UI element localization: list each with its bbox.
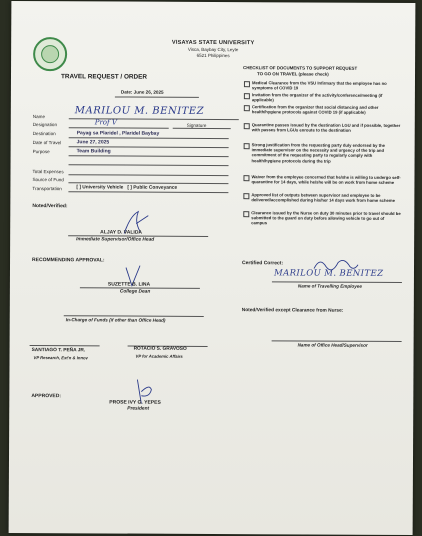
name-label: Name bbox=[32, 114, 46, 120]
vp-research-name: SANTIAGO T. PEÑA JR. bbox=[31, 348, 86, 354]
total-expenses-label: Total Expenses bbox=[32, 169, 64, 175]
form-title: TRAVEL REQUEST / ORDER bbox=[60, 73, 148, 81]
checkbox[interactable] bbox=[244, 105, 250, 111]
supervisor-role: Immediate Supervisor/Office Head bbox=[76, 237, 155, 243]
checkbox[interactable] bbox=[244, 123, 250, 129]
checkbox[interactable] bbox=[243, 175, 249, 181]
destination-label: Destination bbox=[32, 131, 56, 137]
public-conveyance-option: Public Conveyance bbox=[133, 185, 178, 191]
vp-academic-name: ROTACIO S. GRAVOSO bbox=[133, 346, 187, 352]
checklist-title-1: CHECKLIST OF DOCUMENTS TO SUPPORT REQUEST bbox=[243, 65, 358, 71]
checklist-title-2: TO GO ON TRAVEL (please check) bbox=[257, 71, 329, 77]
noted-verified-label: Noted/Verified: bbox=[32, 203, 68, 210]
checklist-item-medical-clearance[interactable]: Medical Clearance from the VSU Infirmary that the employee has no symptoms of COVID 19 bbox=[244, 80, 402, 93]
approved-label: APPROVED: bbox=[31, 393, 62, 400]
employee-role: Name of Travelling Employee bbox=[297, 283, 362, 289]
president-role: President bbox=[127, 406, 150, 412]
address-line-1: Visca, Baybay City, Leyte bbox=[187, 46, 239, 53]
dean-role: College Dean bbox=[119, 289, 151, 295]
checklist-item-quarantine-passes[interactable]: Quarantine passes issued by the destination LGU and if possible, together with passes from LGUs enroute to the destination bbox=[244, 122, 402, 141]
request-date: Date: June 26, 2025 bbox=[120, 89, 164, 95]
vp-research-role: VP Research, Ext'n & Innov bbox=[33, 355, 88, 361]
destination-value: Payag sa Plaridel , Plaridel Baybay bbox=[76, 130, 160, 137]
checklist-item-justification[interactable]: Strong justification from the requesting party duly endorsed by the immediate supervisor on the necessity and urgency of the trip and commitment of the requesting party to regularly comply with health/hygiene protocols during the trip bbox=[244, 142, 402, 173]
recommending-approval-label: RECOMMENDING APPROVAL: bbox=[32, 257, 105, 264]
transportation-label: Transportation bbox=[32, 186, 62, 192]
checklist-item-certification[interactable]: Certification from the organizer that social distancing and other health/hygiene protocols against COVID 19 (if applicable) bbox=[244, 104, 402, 123]
signature-label: Signature bbox=[186, 122, 207, 128]
university-name: VISAYAS STATE UNIVERSITY bbox=[171, 39, 255, 47]
source-of-fund-label: Source of Fund bbox=[32, 177, 64, 183]
dean-name: SUZETTE B. LINA bbox=[107, 281, 151, 288]
transportation-options: [ ] University Vehicle [ ] Public Conveyance bbox=[76, 185, 178, 191]
address-line-2: 6521 Philippines bbox=[196, 52, 230, 59]
supervisor-name: ALJAY D. VALIDA bbox=[100, 229, 143, 236]
checklist-item-waiver[interactable]: Waiver from the employee concerned that he/she is willing to undergo self-quarantine for 14 days, while he/she will be on work from home scheme bbox=[243, 174, 401, 193]
travel-request-form bbox=[9, 1, 416, 535]
date-of-travel-label: Date of Travel bbox=[32, 140, 62, 146]
employee-name: MARILOU M. BENITEZ bbox=[273, 268, 384, 279]
certified-correct-label: Certified Correct: bbox=[242, 260, 284, 267]
nurse-clearance-label: Noted/Verified except Clearance from Nurse: bbox=[241, 308, 344, 314]
name-value: MARILOU M. BENITEZ bbox=[74, 105, 205, 117]
checkbox[interactable] bbox=[244, 81, 250, 87]
checkbox[interactable] bbox=[243, 211, 249, 217]
date-of-travel-value: June 27, 2025 bbox=[76, 139, 110, 146]
checklist-item-approved-outputs[interactable]: Approved list of outputs between supervisor and employee to be delivered/accomplished during his/her 14 days work from home scheme bbox=[243, 192, 401, 211]
designation-label: Designation bbox=[32, 122, 58, 128]
checkbox[interactable] bbox=[244, 93, 250, 99]
checklist-item-invitation[interactable]: Invitation from the organizer of the activity/conference/meeting (if applicable) bbox=[244, 92, 402, 105]
president-name: PROSE IVY G. YEPES bbox=[109, 399, 161, 406]
checkbox[interactable] bbox=[244, 143, 250, 149]
designation-value: Prof V bbox=[94, 118, 117, 127]
vp-academic-role: VP for Academic Affairs bbox=[135, 353, 183, 359]
purpose-label: Purpose bbox=[32, 149, 50, 155]
checklist-item-nurse-clearance[interactable]: Clearance issued by the Nurse on duty 30 minutes prior to travel should be submitted to the guard on duty before allowing vehicle to go out of campus bbox=[243, 210, 401, 235]
office-head-role: Name of Office Head/Supervisor bbox=[297, 342, 368, 348]
funds-incharge-role: In-Charge of Funds (if other than Office Head) bbox=[65, 317, 166, 323]
university-vehicle-option: University Vehicle bbox=[82, 185, 124, 191]
purpose-value: Team Building bbox=[76, 148, 111, 155]
checkbox[interactable] bbox=[243, 193, 249, 199]
